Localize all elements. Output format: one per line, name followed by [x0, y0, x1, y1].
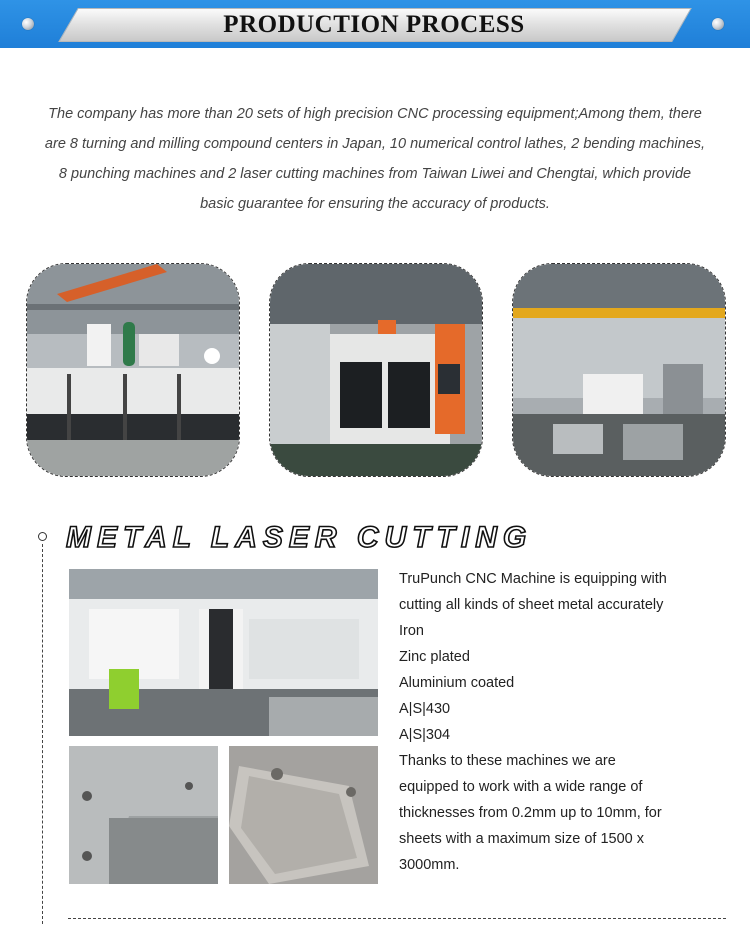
- material-aluminium-coated: Aluminium coated: [399, 675, 515, 691]
- factory-photo-cnc-center: [269, 263, 483, 477]
- section-title: METAL LASER CUTTING: [66, 521, 533, 554]
- rivet-right-icon: [712, 18, 724, 30]
- description-line: sheets with a maximum size of 1500 x: [399, 831, 644, 847]
- material-as304: A|S|304: [399, 727, 451, 743]
- description-line: Thanks to these machines we are: [399, 753, 616, 769]
- vertical-divider: [42, 544, 43, 924]
- material-iron: Iron: [399, 623, 424, 639]
- rivet-left-icon: [22, 18, 34, 30]
- machine-description: [399, 566, 729, 878]
- factory-photo-laser-machine: [26, 263, 240, 477]
- description-line: 3000mm.: [399, 857, 460, 873]
- factory-photo-workshop: [512, 263, 726, 477]
- material-zinc-plated: Zinc plated: [399, 649, 470, 665]
- laser-cutting-machine-photo: [69, 569, 378, 736]
- header-banner: [0, 0, 750, 48]
- description-line: thicknesses from 0.2mm up to 10mm, for: [399, 805, 662, 821]
- description-line: cutting all kinds of sheet metal accurately: [399, 597, 664, 613]
- description-line: TruPunch CNC Machine is equipping with: [399, 571, 667, 587]
- bottom-divider: [68, 918, 726, 919]
- material-as430: A|S|430: [399, 701, 451, 717]
- sheet-metal-part-photo: [69, 746, 218, 884]
- description-line: equipped to work with a wide range of: [399, 779, 643, 795]
- stacked-brackets-photo: [229, 746, 378, 884]
- intro-paragraph: The company has more than 20 sets of high precision CNC processing equipment;Among them, there are 8 turning and milling compound centers in Japan, 10 numerical control lathes, 2 bending machines, 8 punching machines and 2 laser cutting machines from Taiwan Liwei and Chengtai, which provide basic guarantee for ensuring the accuracy of products.: [44, 106, 706, 212]
- banner-title: PRODUCTION PROCESS: [223, 11, 525, 38]
- section-marker-icon: [38, 532, 47, 541]
